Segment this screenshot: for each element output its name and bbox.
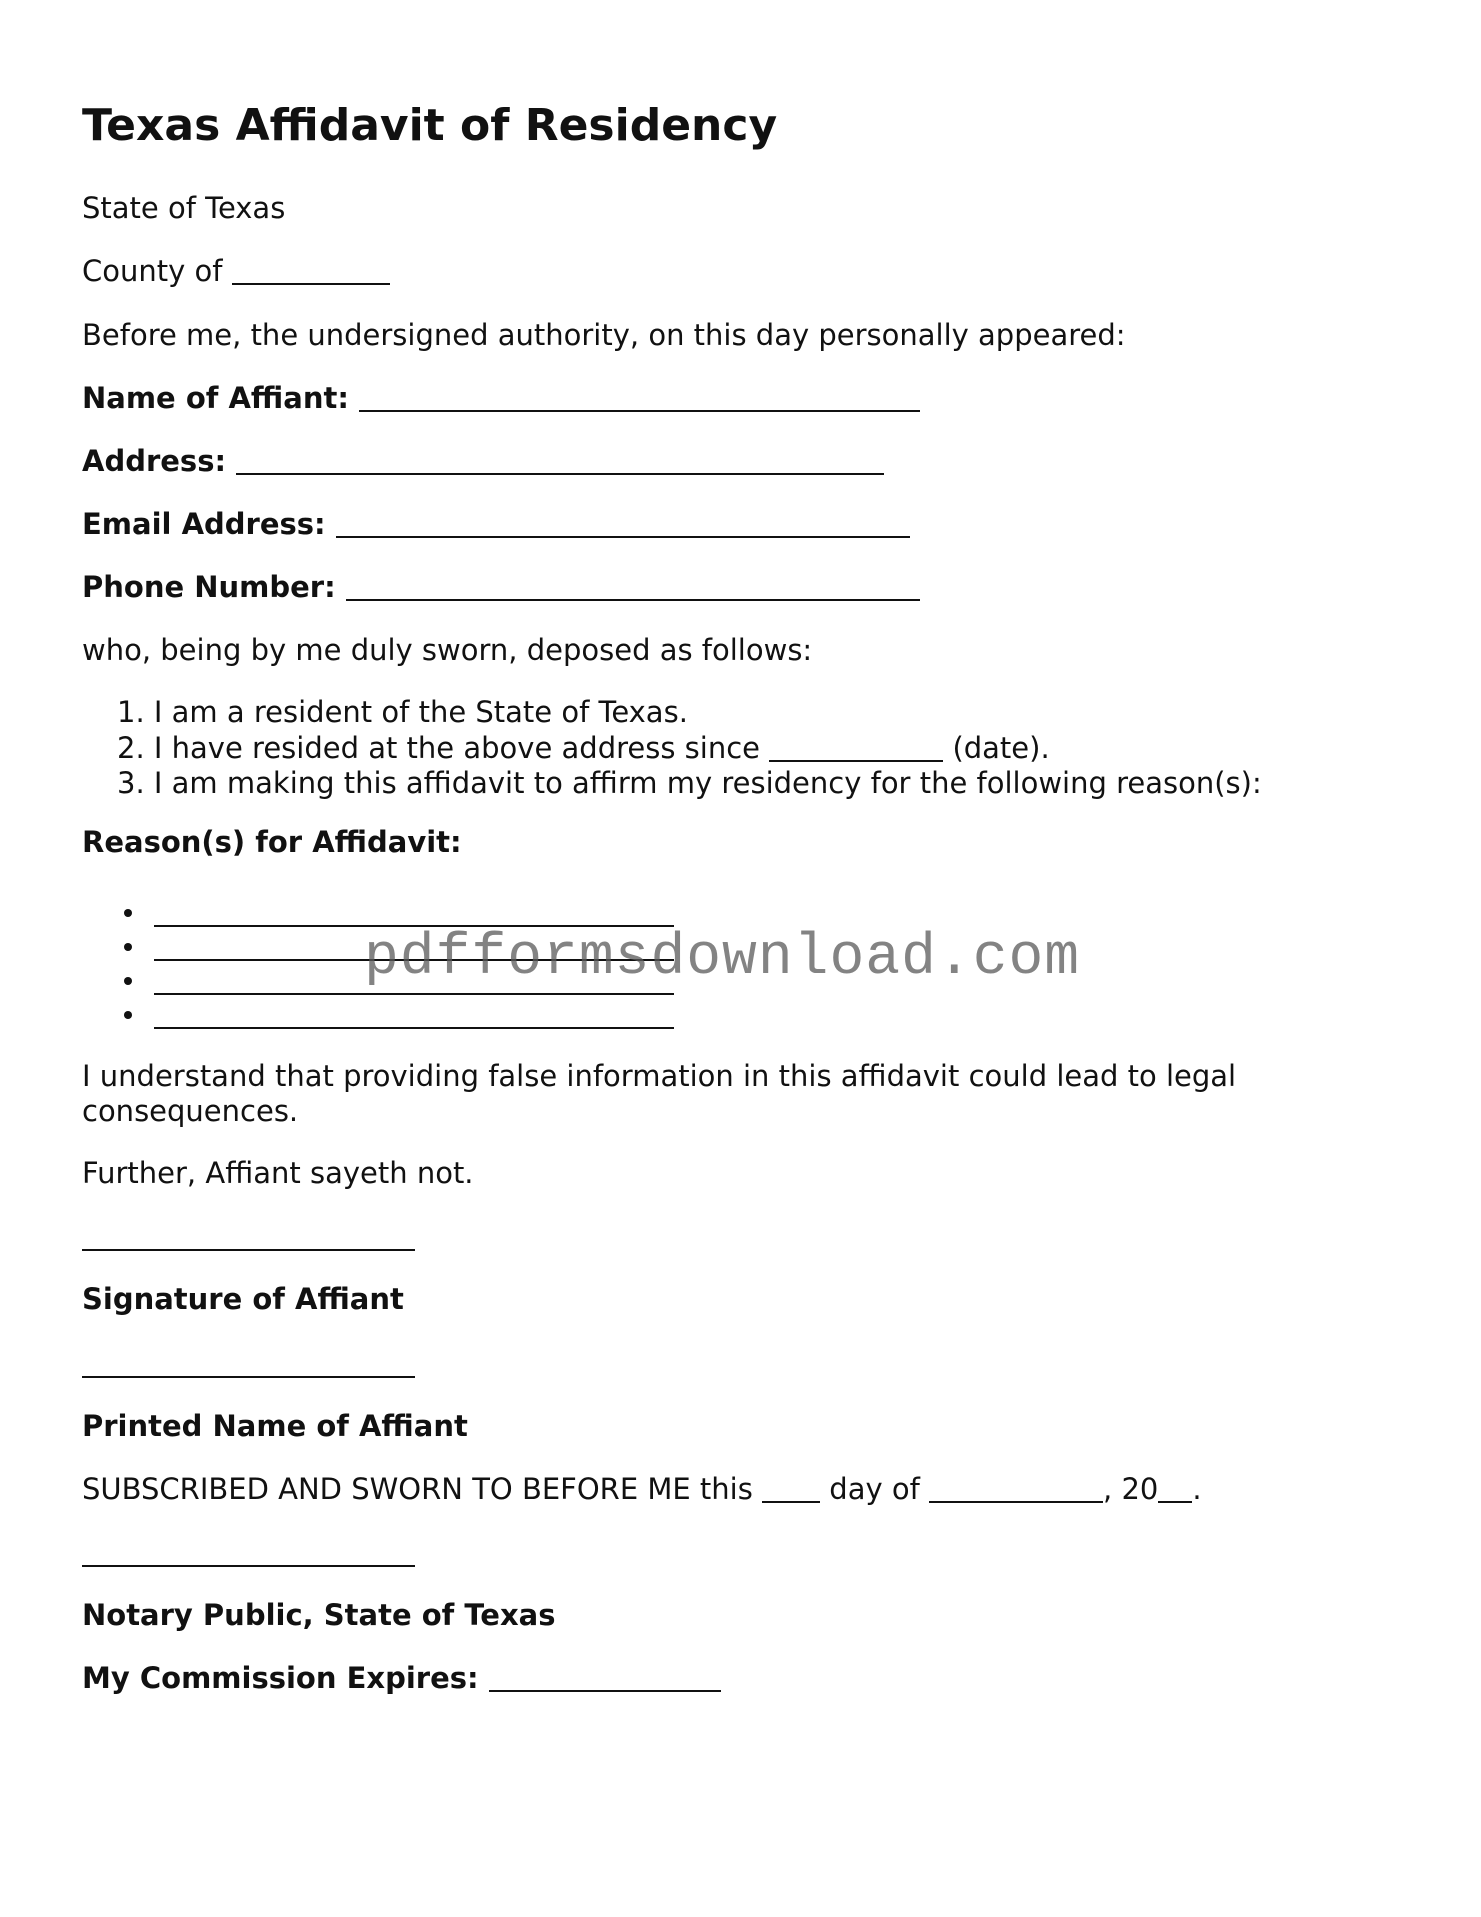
reason-blank[interactable] [154,993,674,995]
statement-item: 1. I am a resident of the State of Texas. [117,695,688,729]
statements-list [117,695,1262,801]
notary-signature-line[interactable] [82,1565,415,1567]
commission-row [82,1660,721,1696]
signature-line[interactable] [82,1249,415,1251]
statement-item [117,730,1262,766]
email-blank[interactable] [336,510,910,538]
subscribed-part2: day of [829,1472,920,1506]
printed-name-label: Printed Name of Affiant [82,1409,468,1443]
bullet-icon [124,909,132,917]
intro-text: Before me, the undersigned authority, on this day personally appeared: [82,318,1126,352]
name-blank[interactable] [359,384,920,412]
subscribed-line [82,1471,1202,1507]
subscribed-part3: , 20 [1103,1472,1159,1506]
email-label: Email Address: [82,507,326,541]
name-label: Name of Affiant: [82,381,349,415]
name-field-row [82,380,920,416]
address-field-row [82,443,884,479]
phone-blank[interactable] [346,573,920,601]
bullet-icon [124,977,132,985]
subscribed-part4: . [1192,1472,1202,1506]
sworn-text: who, being by me duly sworn, deposed as follows: [82,633,813,667]
county-line [82,253,390,289]
printed-name-line[interactable] [82,1376,415,1378]
reason-blank[interactable] [154,1027,674,1029]
phone-field-row [82,569,920,605]
commission-blank[interactable] [489,1664,721,1692]
bullet-icon [124,943,132,951]
email-field-row [82,506,910,542]
year-blank[interactable] [1158,1475,1192,1503]
reasons-heading: Reason(s) for Affidavit: [82,825,462,859]
statement-item2-prefix: 2. I have resided at the above address since [117,731,760,765]
county-label: County of [82,254,223,288]
bullet-icon [124,1011,132,1019]
statement-item2-suffix: (date). [952,731,1050,765]
watermark-text: pdfformsdownload.com [364,926,1081,991]
date-blank[interactable] [769,734,943,762]
warning-text-continued: consequences. [82,1094,299,1128]
address-blank[interactable] [236,447,884,475]
month-blank[interactable] [929,1475,1103,1503]
closing-text: Further, Affiant sayeth not. [82,1156,474,1190]
signature-label: Signature of Affiant [82,1282,404,1316]
notary-label: Notary Public, State of Texas [82,1598,556,1632]
day-blank[interactable] [762,1475,820,1503]
statement-item: 3. I am making this affidavit to affirm my residency for the following reason(s): [117,766,1262,800]
subscribed-part1: SUBSCRIBED AND SWORN TO BEFORE ME this [82,1472,753,1506]
warning-text: I understand that providing false information in this affidavit could lead to legal [82,1059,1237,1093]
document-title: Texas Affidavit of Residency [82,100,778,151]
county-blank[interactable] [232,257,390,285]
phone-label: Phone Number: [82,570,336,604]
state-line: State of Texas [82,191,286,225]
address-label: Address: [82,444,227,478]
commission-label: My Commission Expires: [82,1661,479,1695]
